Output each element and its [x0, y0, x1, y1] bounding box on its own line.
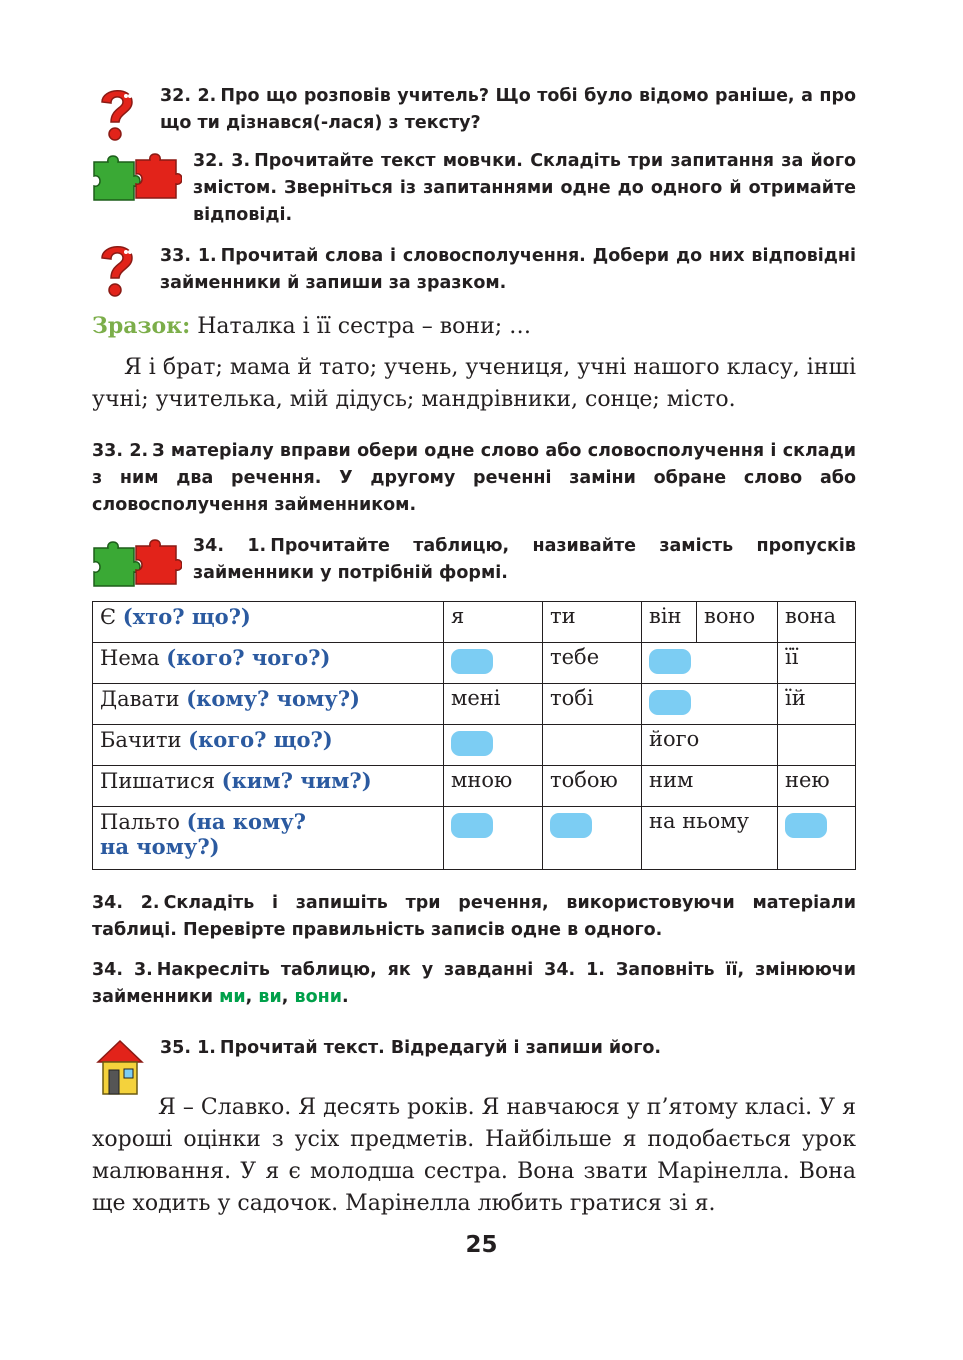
table-row	[93, 602, 856, 643]
task-32-3	[193, 148, 856, 229]
question-mark-icon	[94, 84, 140, 144]
task-text: Про що розповів учитель? Що тобі було відомо раніше, а про що ти дізнався(-лася) з тексту?	[160, 86, 856, 133]
task-number: 33. 2.	[92, 441, 149, 461]
table-cell: мною	[444, 766, 543, 807]
pronoun-word: ви	[258, 987, 282, 1007]
table-cell: ти	[543, 602, 642, 643]
task-text: Прочитайте текст мовчки. Складіть три запитання за його змістом. Зверніться із запитаннями одне до одного й отримайте відповіді.	[193, 151, 856, 225]
blank-field[interactable]	[451, 813, 493, 838]
pronoun-word: ми	[219, 987, 246, 1007]
table-cell: Пальто (на кому? на чому?)	[93, 807, 444, 870]
table-row	[93, 807, 856, 870]
task-number: 32. 3.	[193, 151, 251, 171]
task-text: Складіть і запишіть три речення, використовуючи матеріали таблиці. Перевірте правильність записів одне в одного.	[92, 893, 857, 940]
puzzle-icon	[90, 152, 182, 204]
task-number: 35. 1.	[160, 1038, 216, 1058]
table-cell: Давати (кому? чому?)	[93, 684, 444, 725]
table-cell: тобі	[543, 684, 642, 725]
sample-label: Зразок:	[92, 313, 191, 339]
task-text: З матеріалу вправи обери одне слово або словосполучення і склади з ним два речення. У другому реченні заміни обране слово або словосполучення займенником.	[92, 441, 856, 515]
table-cell: Пишатися (ким? чим?)	[93, 766, 444, 807]
blank-field[interactable]	[550, 813, 592, 838]
blank-field[interactable]	[649, 649, 691, 674]
task-32-2	[160, 83, 856, 137]
table-row	[93, 766, 856, 807]
table-cell	[444, 725, 543, 766]
task-number: 34. 2.	[92, 893, 160, 913]
task-33-1	[160, 243, 856, 297]
task-35-1	[160, 1035, 856, 1062]
page-number: 25	[465, 1232, 498, 1258]
task-text: Прочитайте таблицю, називайте замість пропусків займенники у потрібній формі.	[193, 536, 857, 583]
blank-field[interactable]	[451, 731, 493, 756]
pronoun-word: вони	[294, 987, 342, 1007]
task-33-2	[92, 438, 856, 519]
task-number: 34. 3.	[92, 960, 153, 980]
question-mark-icon	[94, 240, 140, 300]
task-text: Прочитай слова і словосполучення. Добери до них відповідні займенники й запиши за зразком.	[160, 246, 856, 293]
table-cell: тобою	[543, 766, 642, 807]
table-row	[93, 684, 856, 725]
table-cell	[543, 807, 642, 870]
word-list: Я і брат; мама й тато; учень, учениця, учні нашого класу, інші учні; учителька, мій дідусь; мандрівники, сонце; місто.	[92, 355, 856, 412]
sample-line	[92, 310, 862, 343]
table-row	[93, 725, 856, 766]
blank-field[interactable]	[451, 649, 493, 674]
table-cell: Є (хто? що?)	[93, 602, 444, 643]
table-cell	[444, 807, 543, 870]
table-cell: на ньому	[642, 807, 778, 870]
table-cell: їй	[778, 684, 856, 725]
blank-field[interactable]	[649, 690, 691, 715]
sample-text: Наталка і її сестра – вони; …	[197, 314, 532, 339]
task-number: 32. 2.	[160, 86, 217, 106]
story-text: Я – Славко. Я десять років. Я навчаюся у п’ятому класі. У я хороші оцінки з усіх предметів. Найбільше я подобається урок малювання. У я є молодша сестра. Вона звати Марінелла. Вона ще ходить у садочок. Марінелла любить гратися зі я.	[92, 1095, 856, 1216]
table-cell: він	[642, 602, 697, 643]
task-text: Накресліть таблицю, як у завданні 34. 1. Заповніть її, змінюючи займенники	[92, 960, 856, 1007]
table-row	[93, 643, 856, 684]
pronoun-table	[92, 601, 856, 870]
table-cell: Бачити (кого? що?)	[93, 725, 444, 766]
task-number: 33. 1.	[160, 246, 217, 266]
task-34-1	[193, 533, 856, 587]
task-number: 34. 1.	[193, 536, 267, 556]
blank-field[interactable]	[785, 813, 827, 838]
table-cell	[778, 807, 856, 870]
table-cell	[444, 643, 543, 684]
table-cell: мені	[444, 684, 543, 725]
table-cell: вона	[778, 602, 856, 643]
table-cell	[642, 684, 778, 725]
table-cell: її	[778, 643, 856, 684]
table-cell	[543, 725, 642, 766]
table-cell	[642, 643, 778, 684]
puzzle-icon	[90, 538, 182, 590]
table-cell: воно	[697, 602, 778, 643]
table-cell: я	[444, 602, 543, 643]
table-cell: тебе	[543, 643, 642, 684]
table-cell: його	[642, 725, 778, 766]
task-34-2	[92, 890, 856, 944]
task-34-3: 34. 3. Накресліть таблицю, як у завданні 34. 1. Заповніть її, змінюючи займенники ми, ви, вони.	[92, 960, 856, 1007]
table-cell: Нема (кого? чого?)	[93, 643, 444, 684]
task-text: Прочитай текст. Відредагуй і запиши його.	[219, 1038, 662, 1058]
table-cell: нею	[778, 766, 856, 807]
table-cell	[778, 725, 856, 766]
table-cell: ним	[642, 766, 778, 807]
house-icon	[96, 1038, 144, 1096]
